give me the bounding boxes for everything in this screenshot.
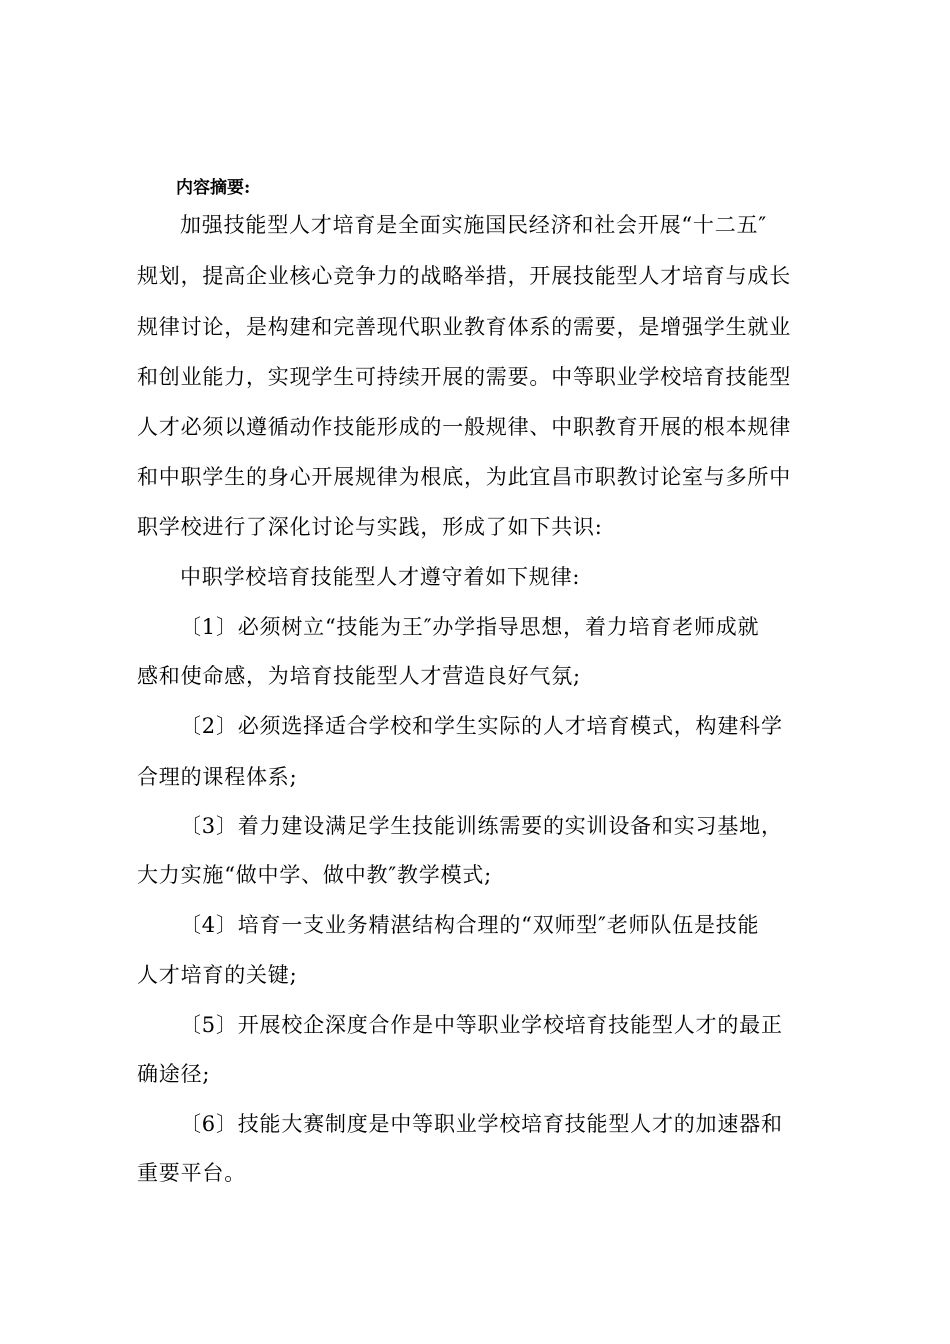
rule-4-line-2: 人才培育的关键; [137, 963, 298, 987]
rules-intro-line: 中职学校培育技能型人才遵守着如下规律: [180, 565, 581, 589]
abstract-line-2: 规划，提高企业核心竞争力的战略举措，开展技能型人才培育与成长 [137, 264, 791, 288]
rule-6-line-2: 重要平台。 [137, 1161, 246, 1185]
rule-3-line-1: 〔3〕着力建设满足学生技能训练需要的实训设备和实习基地， [180, 814, 783, 838]
rule-1-line-1: 〔1〕必须树立“技能为王″办学指导思想，着力培育老师成就 [180, 615, 760, 639]
rule-1-line-2: 感和使命感，为培育技能型人才营造良好气氛; [137, 664, 581, 688]
abstract-heading: 内容摘要: [176, 178, 251, 198]
abstract-line-7: 职学校进行了深化讨论与实践，形成了如下共识: [137, 515, 603, 539]
abstract-line-1: 加强技能型人才培育是全面实施国民经济和社会开展“十二五″ [180, 213, 767, 237]
abstract-line-4: 和创业能力，实现学生可持续开展的需要。中等职业学校培育技能型 [137, 365, 791, 389]
rule-5-line-1: 〔5〕开展校企深度合作是中等职业学校培育技能型人才的最正 [180, 1013, 783, 1037]
rule-6-line-1: 〔6〕技能大赛制度是中等职业学校培育技能型人才的加速器和 [180, 1112, 783, 1136]
rule-2-line-1: 〔2〕必须选择适合学校和学生实际的人才培育模式，构建科学 [180, 714, 783, 738]
abstract-line-6: 和中职学生的身心开展规律为根底，为此宜昌市职教讨论室与多所中 [137, 465, 791, 489]
rule-5-line-2: 确途径; [137, 1062, 211, 1086]
rule-4-line-1: 〔4〕培育一支业务精湛结构合理的“双师型″老师队伍是技能 [180, 913, 760, 937]
rule-3-line-2: 大力实施“做中学、做中教″教学模式; [137, 863, 493, 887]
abstract-line-3: 规律讨论，是构建和完善现代职业教育体系的需要，是增强学生就业 [137, 315, 791, 339]
abstract-line-5: 人才必须以遵循动作技能形成的一般规律、中职教育开展的根本规律 [137, 415, 791, 439]
rule-2-line-2: 合理的课程体系; [137, 765, 298, 789]
